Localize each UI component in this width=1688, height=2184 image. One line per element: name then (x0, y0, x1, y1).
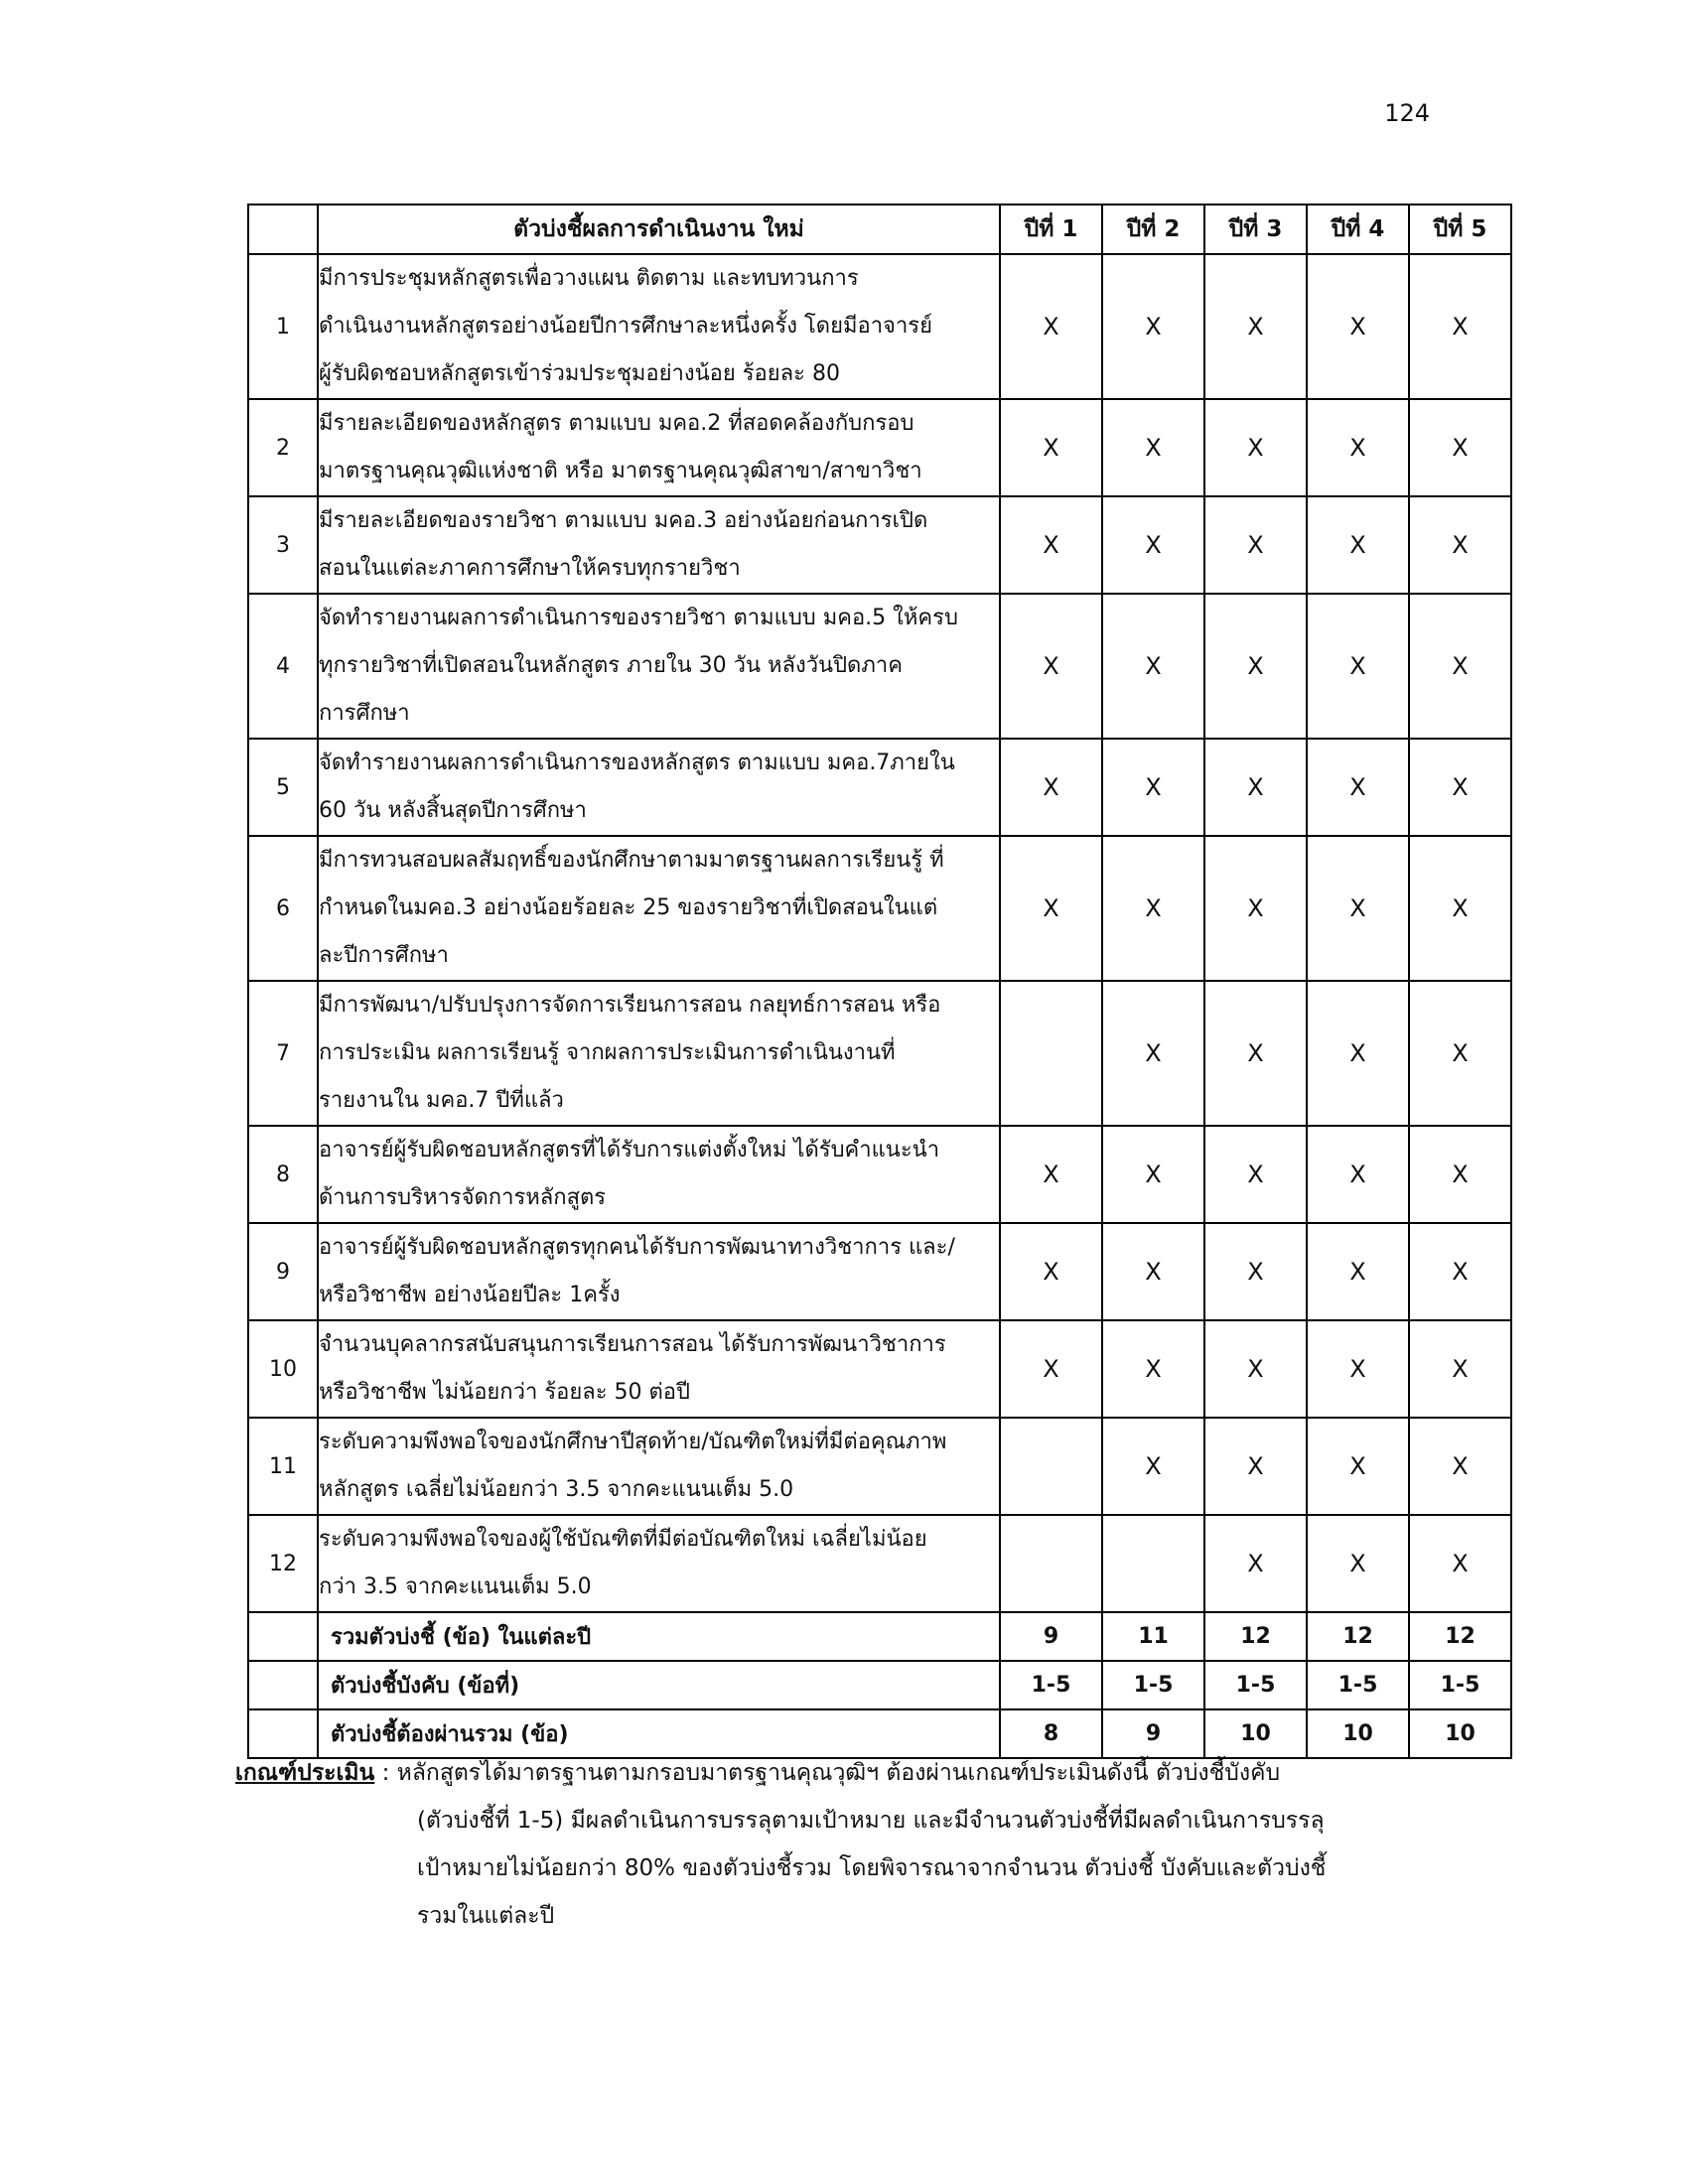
indicator-line: มีการพัฒนา/ปรับปรุงการจัดการเรียนการสอน กลยุทธ์การสอน หรือ (319, 993, 941, 1018)
indicator-line: จัดทำรายงานผลการดำเนินการของรายวิชา ตามแบบ มคอ.5 ให้ครบ (319, 606, 958, 630)
year-3-mark: X (1204, 1418, 1307, 1515)
year-2-mark: X (1102, 981, 1204, 1126)
year-4-mark: X (1307, 981, 1409, 1126)
summary-label: ตัวบ่งชี้ต้องผ่านรวม (ข้อ) (318, 1709, 1000, 1758)
year-2-mark: X (1102, 1320, 1204, 1418)
indicator-line: หรือวิชาชีพ อย่างน้อยปีละ 1ครั้ง (319, 1283, 621, 1307)
summary-year-3-value: 10 (1204, 1709, 1307, 1758)
indicator-line: ระดับความพึงพอใจของผู้ใช้บัณฑิตที่มีต่อบัณฑิตใหม่ เฉลี่ยไม่น้อย (319, 1527, 927, 1552)
indicator-line: หรือวิชาชีพ ไม่น้อยกว่า ร้อยละ 50 ต่อปี (319, 1380, 690, 1405)
table-row (248, 399, 1511, 496)
year-5-mark: X (1409, 1320, 1511, 1418)
year-1-mark (1000, 1418, 1102, 1515)
indicator-line: การประเมิน ผลการเรียนรู้ จากผลการประเมินการดำเนินงานที่ (319, 1040, 896, 1065)
year-2-mark: X (1102, 399, 1204, 496)
year-3-mark: X (1204, 594, 1307, 739)
summary-year-5-value: 12 (1409, 1612, 1511, 1661)
indicator-line: ดำเนินงานหลักสูตรอย่างน้อยปีการศึกษาละหนึ่งครั้ง โดยมีอาจารย์ (319, 314, 933, 339)
criteria-label: เกณฑ์ประเมิน (235, 1760, 375, 1786)
table-row (248, 1320, 1511, 1418)
indicator-line: อาจารย์ผู้รับผิดชอบหลักสูตรทุกคนได้รับการพัฒนาทางวิชาการ และ/ (319, 1235, 955, 1260)
year-2-mark: X (1102, 1223, 1204, 1320)
summary-year-1-value: 1-5 (1000, 1661, 1102, 1709)
year-1-mark: X (1000, 1223, 1102, 1320)
indicator-description (318, 981, 1000, 1126)
year-4-mark: X (1307, 399, 1409, 496)
row-number: 12 (248, 1515, 318, 1612)
header-no (248, 205, 318, 254)
year-3-mark: X (1204, 981, 1307, 1126)
table-summary (248, 1612, 1511, 1758)
indicator-line: ระดับความพึงพอใจของนักศึกษาปีสุดท้าย/บัณฑิตใหม่ที่มีต่อคุณภาพ (319, 1430, 947, 1454)
indicator-description (318, 496, 1000, 594)
year-2-mark: X (1102, 1126, 1204, 1223)
indicator-description (318, 1126, 1000, 1223)
indicator-line: มีการทวนสอบผลสัมฤทธิ์ของนักศึกษาตามมาตรฐานผลการเรียนรู้ ที่ (319, 848, 944, 873)
table-row (248, 254, 1511, 399)
indicator-line: มาตรฐานคุณวุฒิแห่งชาติ หรือ มาตรฐานคุณวุฒิสาขา/สาขาวิชา (319, 459, 922, 483)
evaluation-criteria (235, 1749, 1427, 1940)
header-year-1: ปีที่ 1 (1000, 205, 1102, 254)
year-5-mark: X (1409, 594, 1511, 739)
table-row (248, 836, 1511, 981)
summary-label: รวมตัวบ่งชี้ (ข้อ) ในแต่ละปี (318, 1612, 1000, 1661)
year-3-mark: X (1204, 399, 1307, 496)
table-header-row (248, 205, 1511, 254)
year-1-mark: X (1000, 1126, 1102, 1223)
indicator-description (318, 1418, 1000, 1515)
year-2-mark: X (1102, 496, 1204, 594)
indicator-line: อาจารย์ผู้รับผิดชอบหลักสูตรที่ได้รับการแต่งตั้งใหม่ ได้รับคำแนะนำ (319, 1138, 940, 1162)
indicator-description (318, 1223, 1000, 1320)
year-4-mark: X (1307, 254, 1409, 399)
summary-year-2-value: 1-5 (1102, 1661, 1204, 1709)
year-3-mark: X (1204, 254, 1307, 399)
indicator-line: หลักสูตร เฉลี่ยไม่น้อยกว่า 3.5 จากคะแนนเต็ม 5.0 (319, 1477, 794, 1502)
indicator-description (318, 594, 1000, 739)
year-3-mark: X (1204, 739, 1307, 836)
row-number: 3 (248, 496, 318, 594)
summary-year-5-value: 10 (1409, 1709, 1511, 1758)
summary-year-4-value: 10 (1307, 1709, 1409, 1758)
year-1-mark (1000, 1515, 1102, 1612)
criteria-line: รวมในแต่ละปี (417, 1903, 555, 1929)
year-4-mark: X (1307, 594, 1409, 739)
indicator-line: กำหนดในมคอ.3 อย่างน้อยร้อยละ 25 ของรายวิชาที่เปิดสอนในแต่ (319, 895, 938, 920)
table-row (248, 1515, 1511, 1612)
criteria-text: : หลักสูตรได้มาตรฐานตามกรอบมาตรฐานคุณวุฒิฯ ต้องผ่านเกณฑ์ประเมินดังนี้ ตัวบ่งชี้บังคับ (374, 1760, 1281, 1786)
row-number: 10 (248, 1320, 318, 1418)
indicator-line: 60 วัน หลังสิ้นสุดปีการศึกษา (319, 798, 587, 823)
year-5-mark: X (1409, 496, 1511, 594)
criteria-first-line (235, 1749, 1427, 1797)
year-5-mark: X (1409, 1515, 1511, 1612)
year-3-mark: X (1204, 836, 1307, 981)
year-5-mark: X (1409, 836, 1511, 981)
summary-blank-cell (248, 1612, 318, 1661)
year-1-mark: X (1000, 739, 1102, 836)
header-year-3: ปีที่ 3 (1204, 205, 1307, 254)
year-4-mark: X (1307, 836, 1409, 981)
year-5-mark: X (1409, 1126, 1511, 1223)
summary-row (248, 1612, 1511, 1661)
summary-year-3-value: 1-5 (1204, 1661, 1307, 1709)
header-year-5: ปีที่ 5 (1409, 205, 1511, 254)
summary-blank-cell (248, 1661, 318, 1709)
table-row (248, 594, 1511, 739)
year-1-mark: X (1000, 836, 1102, 981)
summary-year-2-value: 11 (1102, 1612, 1204, 1661)
table-row (248, 1223, 1511, 1320)
indicator-line: กว่า 3.5 จากคะแนนเต็ม 5.0 (319, 1574, 592, 1599)
row-number: 7 (248, 981, 318, 1126)
indicator-line: ด้านการบริหารจัดการหลักสูตร (319, 1185, 607, 1210)
indicator-description (318, 254, 1000, 399)
indicator-line: จำนวนบุคลากรสนับสนุนการเรียนการสอน ได้รับการพัฒนาวิชาการ (319, 1332, 946, 1357)
summary-row (248, 1661, 1511, 1709)
criteria-line: (ตัวบ่งชี้ที่ 1-5) มีผลดำเนินการบรรลุตามเป้าหมาย และมีจำนวนตัวบ่งชี้ที่มีผลดำเนินการบรรลุ (417, 1808, 1325, 1834)
year-5-mark: X (1409, 254, 1511, 399)
year-5-mark: X (1409, 1223, 1511, 1320)
year-5-mark: X (1409, 739, 1511, 836)
year-1-mark: X (1000, 399, 1102, 496)
year-2-mark: X (1102, 739, 1204, 836)
indicator-description (318, 1320, 1000, 1418)
summary-year-4-value: 12 (1307, 1612, 1409, 1661)
year-1-mark: X (1000, 594, 1102, 739)
summary-label: ตัวบ่งชี้บังคับ (ข้อที่) (318, 1661, 1000, 1709)
row-number: 1 (248, 254, 318, 399)
indicator-line: ทุกรายวิชาที่เปิดสอนในหลักสูตร ภายใน 30 วัน หลังวันปิดภาค (319, 653, 903, 678)
indicator-line: ละปีการศึกษา (319, 943, 449, 968)
year-2-mark (1102, 1515, 1204, 1612)
row-number: 11 (248, 1418, 318, 1515)
indicator-line: จัดทำรายงานผลการดำเนินการของหลักสูตร ตามแบบ มคอ.7ภายใน (319, 751, 955, 775)
year-4-mark: X (1307, 1515, 1409, 1612)
year-2-mark: X (1102, 1418, 1204, 1515)
table-row (248, 496, 1511, 594)
indicator-description (318, 836, 1000, 981)
indicators-table (247, 204, 1512, 1759)
indicator-description (318, 1515, 1000, 1612)
year-2-mark: X (1102, 254, 1204, 399)
criteria-line: เป้าหมายไม่น้อยกว่า 80% ของตัวบ่งชี้รวม โดยพิจารณาจากจำนวน ตัวบ่งชี้ บังคับและตัวบ่งชี้ (417, 1855, 1327, 1881)
indicator-line: มีการประชุมหลักสูตรเพื่อวางแผน ติดตาม และทบทวนการ (319, 266, 859, 291)
header-indicator: ตัวบ่งชี้ผลการดำเนินงาน ใหม่ (318, 205, 1000, 254)
row-number: 6 (248, 836, 318, 981)
indicator-description (318, 399, 1000, 496)
year-4-mark: X (1307, 1223, 1409, 1320)
year-1-mark: X (1000, 1320, 1102, 1418)
summary-year-3-value: 12 (1204, 1612, 1307, 1661)
year-5-mark: X (1409, 399, 1511, 496)
summary-year-1-value: 9 (1000, 1612, 1102, 1661)
year-5-mark: X (1409, 981, 1511, 1126)
year-3-mark: X (1204, 1320, 1307, 1418)
year-4-mark: X (1307, 739, 1409, 836)
table-row (248, 739, 1511, 836)
table-row (248, 1418, 1511, 1515)
row-number: 5 (248, 739, 318, 836)
header-year-2: ปีที่ 2 (1102, 205, 1204, 254)
summary-year-5-value: 1-5 (1409, 1661, 1511, 1709)
row-number: 4 (248, 594, 318, 739)
indicator-description (318, 739, 1000, 836)
indicator-line: การศึกษา (319, 701, 410, 726)
year-3-mark: X (1204, 1515, 1307, 1612)
row-number: 2 (248, 399, 318, 496)
table-body (248, 254, 1511, 1612)
year-3-mark: X (1204, 1126, 1307, 1223)
year-4-mark: X (1307, 1126, 1409, 1223)
page-number: 124 (1384, 99, 1430, 127)
table-row (248, 1126, 1511, 1223)
summary-year-1-value: 8 (1000, 1709, 1102, 1758)
indicator-line: สอนในแต่ละภาคการศึกษาให้ครบทุกรายวิชา (319, 556, 741, 581)
header-year-4: ปีที่ 4 (1307, 205, 1409, 254)
year-4-mark: X (1307, 1320, 1409, 1418)
year-2-mark: X (1102, 594, 1204, 739)
year-5-mark: X (1409, 1418, 1511, 1515)
row-number: 8 (248, 1126, 318, 1223)
table-row (248, 981, 1511, 1126)
indicator-line: ผู้รับผิดชอบหลักสูตรเข้าร่วมประชุมอย่างน้อย ร้อยละ 80 (319, 361, 840, 386)
year-1-mark: X (1000, 254, 1102, 399)
year-2-mark: X (1102, 836, 1204, 981)
year-4-mark: X (1307, 1418, 1409, 1515)
year-3-mark: X (1204, 496, 1307, 594)
indicator-line: มีรายละเอียดของหลักสูตร ตามแบบ มคอ.2 ที่สอดคล้องกับกรอบ (319, 411, 914, 436)
year-4-mark: X (1307, 496, 1409, 594)
summary-year-2-value: 9 (1102, 1709, 1204, 1758)
year-3-mark: X (1204, 1223, 1307, 1320)
year-1-mark: X (1000, 496, 1102, 594)
row-number: 9 (248, 1223, 318, 1320)
indicator-line: รายงานใน มคอ.7 ปีที่แล้ว (319, 1088, 564, 1113)
indicator-line: มีรายละเอียดของรายวิชา ตามแบบ มคอ.3 อย่างน้อยก่อนการเปิด (319, 508, 928, 533)
year-1-mark (1000, 981, 1102, 1126)
summary-year-4-value: 1-5 (1307, 1661, 1409, 1709)
